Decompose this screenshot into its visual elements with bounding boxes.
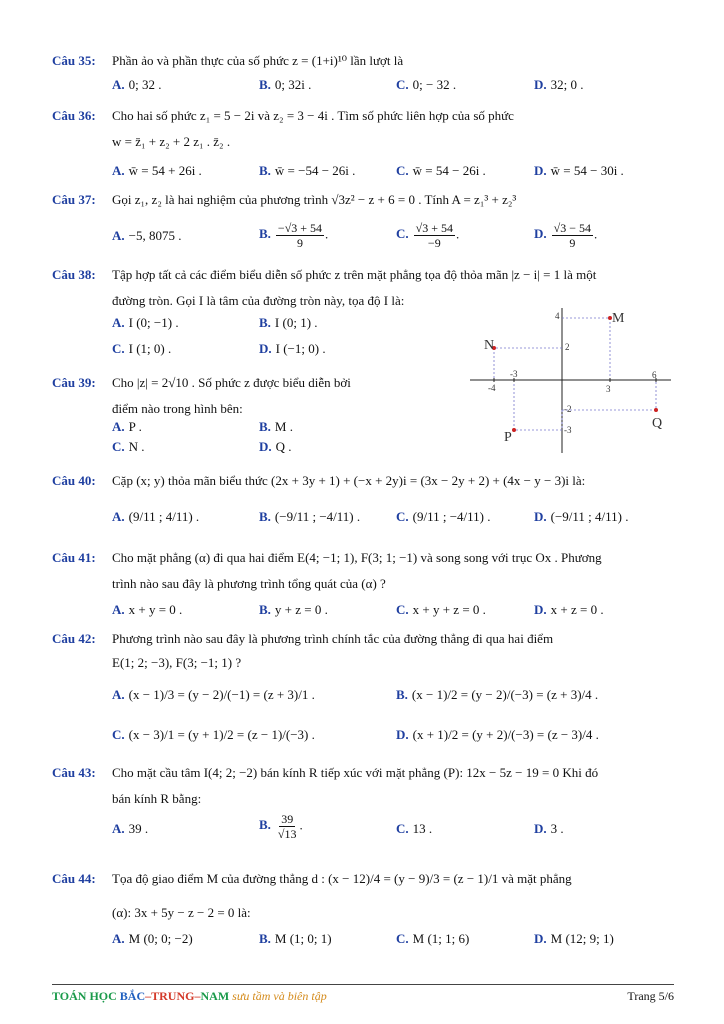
question-text: Cho mặt phẳng (α) đi qua hai điểm E(4; −1; 1), F(3; 1; −1) và song song với trục Ox . Phương [112, 550, 602, 565]
option-c: x + y + z = 0 . [412, 602, 486, 617]
option-d: Q . [275, 439, 292, 454]
option-b-denominator: √13 [277, 827, 297, 841]
option-b-label: B. [259, 77, 271, 92]
option-b-label: B. [396, 687, 408, 702]
option-b-label: B. [259, 931, 271, 946]
option-a-label: A. [112, 602, 125, 617]
option-a: (x − 1)/3 = (y − 2)/(−1) = (z + 3)/1 . [128, 687, 315, 702]
option-c: I (1; 0) . [128, 341, 172, 356]
question-text: Cặp (x; y) thỏa mãn biểu thức (2x + 3y + 1) + (−x + 2y)i = (3x − 2y + 2) + (4x − y − 3)i là: [112, 473, 586, 488]
option-b-label: B. [259, 315, 271, 330]
option-b-numerator: 39 [281, 812, 294, 826]
option-a: x + y = 0 . [128, 602, 183, 617]
option-c-label: C. [396, 602, 409, 617]
question-text: Cho hai số phức z₁ = 5 − 2i và z₂ = 3 − 4i . Tìm số phức liên hợp của số phức [112, 108, 514, 123]
option-c-label: C. [396, 821, 409, 836]
question-text: Gọi z₁, z₂ là hai nghiệm của phương trình √3z² − z + 6 = 0 . Tính A = z₁³ + z₂³ [112, 192, 517, 207]
option-d: x + z = 0 . [550, 602, 604, 617]
option-b: M (1; 0; 1) [274, 931, 332, 946]
option-d-label: D. [259, 341, 272, 356]
option-a-label: A. [112, 163, 125, 178]
option-c: N . [128, 439, 145, 454]
question-41 [52, 549, 674, 619]
option-c-denominator: −9 [427, 236, 441, 250]
question-36 [52, 107, 674, 177]
option-a: −5, 8075 . [128, 228, 182, 243]
option-d: (x + 1)/2 = (y + 2)/(−3) = (z − 3)/4 . [412, 727, 599, 742]
option-b-label: B. [259, 602, 271, 617]
option-a-label: A. [112, 687, 125, 702]
label-n: N [484, 338, 495, 353]
footer-divider [52, 984, 674, 985]
question-text: Phần ảo và phần thực của số phức z = (1+i)¹⁰ lần lượt là [112, 53, 404, 68]
option-b-label: B. [259, 163, 271, 178]
question-text-2: bán kính R bằng: [112, 791, 202, 806]
question-label: Câu 42: [52, 631, 96, 646]
option-d-label: D. [534, 509, 547, 524]
coordinate-plane-figure [466, 308, 676, 453]
footer-brand-part1: TOÁN HỌC [52, 989, 120, 1003]
option-b: I (0; 1) . [274, 315, 318, 330]
tick-label-x6: 6 [652, 370, 657, 380]
question-40 [52, 472, 674, 534]
n-guide [494, 348, 562, 380]
option-d-label: D. [534, 163, 547, 178]
option-d-denominator: 9 [569, 236, 576, 250]
tick-label-4: 4 [555, 311, 560, 321]
option-c: w̄ = 54 − 26i . [412, 163, 486, 178]
option-a-label: A. [112, 315, 125, 330]
question-text-2: trình nào sau đây là phương trình tổng quát của (α) ? [112, 576, 386, 591]
question-43: Câu 43: Cho mặt cầu tâm I(4; 2; −2) bán kính R tiếp xúc với mặt phẳng (P): 12x − 5z − 19 = 0 Khi đó bán kính R bằng: A. 39 . B. $\frac{39}{√13}$ . C. 13 . D. 3 . [52, 764, 674, 854]
option-a: w̄ = 54 + 26i . [128, 163, 202, 178]
option-c: 13 . [412, 821, 433, 836]
option-d: 32; 0 . [550, 77, 584, 92]
question-35 [52, 52, 674, 92]
option-c-label: C. [112, 341, 125, 356]
option-b: w̄ = −54 − 26i . [274, 163, 356, 178]
option-d: 3 . [550, 821, 564, 836]
option-d-label: D. [534, 931, 547, 946]
option-d-label: D. [396, 727, 409, 742]
question-text-2: w = z̄₁ + z₂ + 2 z₁ . z̄₂ . [112, 134, 231, 149]
question-text: Phương trình nào sau đây là phương trình chính tắc của đường thẳng đi qua hai điểm [112, 631, 554, 646]
question-42 [52, 630, 674, 752]
question-label: Câu 39: [52, 375, 96, 390]
question-label: Câu 37: [52, 192, 96, 207]
option-b-label: B. [259, 226, 271, 242]
question-label: Câu 43: [52, 765, 96, 780]
point-q [654, 408, 658, 412]
option-c-label: C. [396, 509, 409, 524]
tick-label-x-minus3: -3 [510, 369, 518, 379]
option-b-label: B. [259, 817, 271, 833]
option-c-label: C. [112, 439, 125, 454]
option-d: M (12; 9; 1) [550, 931, 614, 946]
question-text: Cho mặt cầu tâm I(4; 2; −2) bán kính R tiếp xúc với mặt phẳng (P): 12x − 5z − 19 = 0 Khi đó [112, 765, 599, 780]
option-b-label: B. [259, 509, 271, 524]
option-a: P . [128, 419, 142, 434]
footer-brand-part3: –TRUNG– [145, 989, 201, 1003]
option-c: (x − 3)/1 = (y + 1)/2 = (z − 1)/(−3) . [128, 727, 315, 742]
option-b: 0; 32i . [274, 77, 312, 92]
option-b-denominator: 9 [296, 236, 303, 250]
option-a-label: A. [112, 931, 125, 946]
option-b: y + z = 0 . [274, 602, 328, 617]
question-text-2: đường tròn. Gọi I là tâm của đường tròn này, tọa độ I là: [112, 293, 405, 308]
option-c: 0; − 32 . [412, 77, 457, 92]
question-37: Câu 37: Gọi z₁, z₂ là hai nghiệm của phương trình √3z² − z + 6 = 0 . Tính A = z₁³ + z₂³ A. −5, 8075 . B. $\frac{-√3 + 54}{9}$ . C. $\frac{√3 + 54}{-9}$ . D. $\frac{√3 - 54}{9}$ . [52, 191, 674, 261]
option-a: 39 . [128, 821, 149, 836]
tick-label-x-minus4: -4 [488, 383, 496, 393]
option-d-label: D. [259, 439, 272, 454]
tick-label-y-minus2: -2 [564, 404, 572, 414]
label-m: M [612, 311, 625, 326]
page-number: Trang 5/6 [627, 989, 674, 1003]
question-text-2: (α): 3x + 5y − z − 2 = 0 là: [112, 905, 251, 920]
option-a-label: A. [112, 77, 125, 92]
option-b-label: B. [259, 419, 271, 434]
question-text-2: điểm nào trong hình bên: [112, 401, 243, 416]
tick-label-2: 2 [565, 342, 570, 352]
option-c-label: C. [396, 931, 409, 946]
option-c-label: C. [112, 727, 125, 742]
option-a: 0; 32 . [128, 77, 162, 92]
option-b: (x − 1)/2 = (y − 2)/(−3) = (z + 3)/4 . [411, 687, 599, 702]
label-q: Q [652, 416, 663, 431]
question-label: Câu 38: [52, 267, 96, 282]
option-d: (−9/11 ; 4/11) . [550, 509, 629, 524]
option-a-label: A. [112, 509, 125, 524]
option-b: M . [274, 419, 293, 434]
option-b: (−9/11 ; −4/11) . [274, 509, 361, 524]
option-d-label: D. [534, 821, 547, 836]
question-44 [52, 870, 674, 950]
option-c: M (1; 1; 6) [412, 931, 470, 946]
option-a: (9/11 ; 4/11) . [128, 509, 200, 524]
option-a-label: A. [112, 228, 125, 243]
question-39 [52, 374, 452, 459]
point-p [512, 428, 516, 432]
option-a-label: A. [112, 821, 125, 836]
question-text: Tập hợp tất cả các điểm biểu diễn số phức z trên mặt phẳng tọa độ thỏa mãn |z − i| = 1 là một [112, 267, 597, 282]
label-p: P [504, 430, 512, 445]
option-a-label: A. [112, 419, 125, 434]
option-c-label: C. [396, 226, 409, 242]
tick-label-x3: 3 [606, 384, 611, 394]
option-c-label: C. [396, 77, 409, 92]
option-c: (9/11 ; −4/11) . [412, 509, 491, 524]
option-b-numerator: −√3 + 54 [277, 221, 323, 235]
question-label: Câu 36: [52, 108, 96, 123]
option-c-label: C. [396, 163, 409, 178]
footer-brand-tagline: sưu tầm và biên tập [229, 989, 327, 1003]
question-text-2: E(1; 2; −3), F(3; −1; 1) ? [112, 655, 242, 670]
footer-brand-part2: BẮC [119, 989, 146, 1003]
question-text: Tọa độ giao điểm M của đường thẳng d : (x − 12)/4 = (y − 9)/3 = (z − 1)/1 và mặt phẳng [112, 871, 572, 886]
question-text: Cho |z| = 2√10 . Số phức z được biểu diễn bởi [112, 375, 351, 390]
option-a: I (0; −1) . [128, 315, 179, 330]
option-c-numerator: √3 + 54 [415, 221, 453, 235]
option-d-label: D. [534, 77, 547, 92]
question-label: Câu 35: [52, 53, 96, 68]
tick-label-y-minus3: -3 [564, 425, 572, 435]
option-d-label: D. [534, 602, 547, 617]
option-d: w̄ = 54 − 30i . [550, 163, 624, 178]
footer-brand [52, 989, 327, 1004]
footer-brand-part4: NAM [200, 989, 230, 1003]
option-d-label: D. [534, 226, 547, 242]
question-label: Câu 41: [52, 550, 96, 565]
question-label: Câu 40: [52, 473, 96, 488]
option-d-numerator: √3 − 54 [553, 221, 591, 235]
question-label: Câu 44: [52, 871, 96, 886]
option-d: I (−1; 0) . [275, 341, 326, 356]
option-a: M (0; 0; −2) [128, 931, 193, 946]
p-guide [514, 380, 562, 430]
